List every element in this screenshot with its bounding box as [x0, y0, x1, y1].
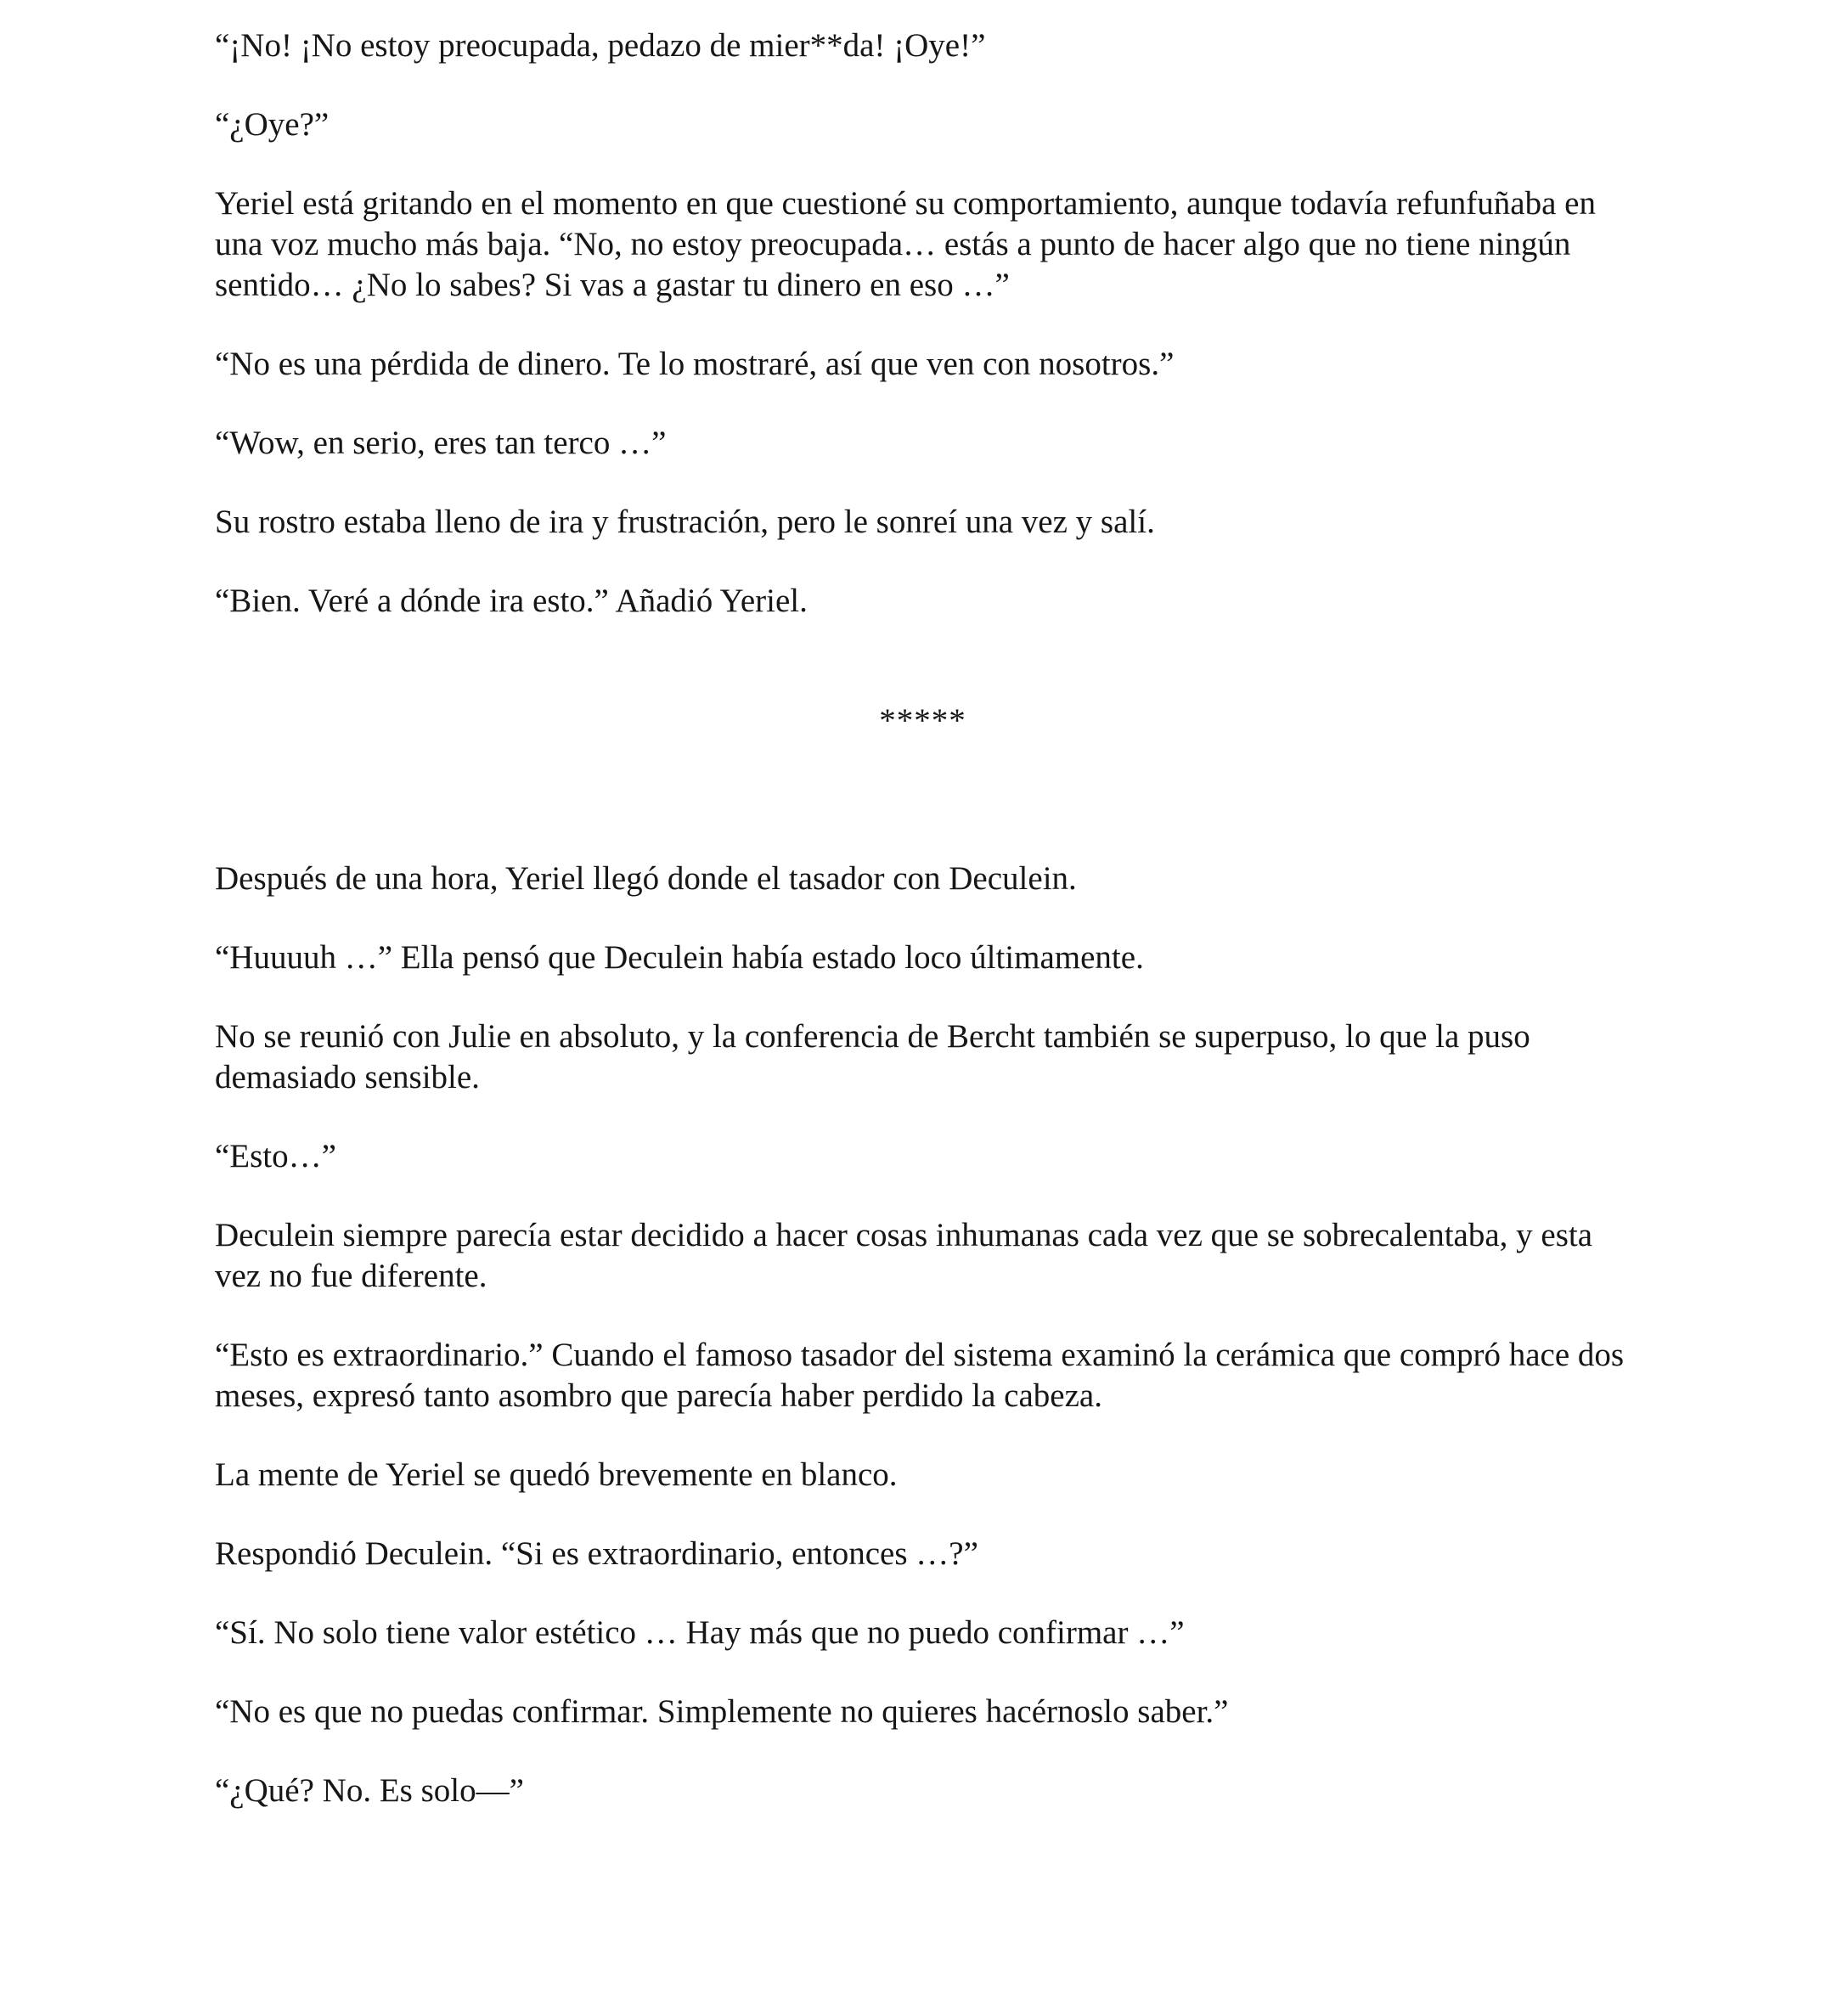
paragraph: Su rostro estaba lleno de ira y frustración, pero le sonreí una vez y salí.	[215, 504, 1155, 540]
paragraph: “Bien. Veré a dónde ira esto.” Añadió Yeriel.	[215, 583, 808, 619]
paragraph: Yeriel está gritando en el momento en que cuestioné su comportamiento, aunque todavía refunfuñaba en una voz mucho más baja. “No, no estoy preocupada… estás a punto de hacer algo que no tiene ningún sentido… ¿No lo sabes? Si vas a gastar tu dinero en eso …”	[215, 185, 1596, 303]
paragraph: Deculein siempre parecía estar decidido a hacer cosas inhumanas cada vez que se sobrecalentaba, y esta vez no fue diferente.	[215, 1217, 1593, 1294]
paragraph: “Wow, en serio, eres tan terco …”	[215, 425, 667, 461]
paragraph: “¿Qué? No. Es solo—”	[215, 1772, 524, 1809]
paragraph: “Esto…”	[215, 1138, 336, 1174]
paragraph: “¡No! ¡No estoy preocupada, pedazo de mier**da! ¡Oye!”	[215, 27, 986, 64]
paragraph: “Sí. No solo tiene valor estético … Hay más que no puedo confirmar …”	[215, 1614, 1185, 1651]
paragraph: Después de una hora, Yeriel llegó donde el tasador con Deculein.	[215, 860, 1077, 897]
scene-separator: *****	[879, 702, 966, 739]
paragraph: “Esto es extraordinario.” Cuando el famoso tasador del sistema examinó la cerámica que compró hace dos meses, expresó tanto asombro que parecía haber perdido la cabeza.	[215, 1337, 1625, 1414]
paragraph: “No es que no puedas confirmar. Simplemente no quieres hacérnoslo saber.”	[215, 1693, 1229, 1730]
paragraph: “No es una pérdida de dinero. Te lo mostraré, así que ven con nosotros.”	[215, 346, 1175, 382]
paragraph: La mente de Yeriel se quedó brevemente en blanco.	[215, 1456, 898, 1493]
paragraph: “¿Oye?”	[215, 106, 330, 143]
paragraph: No se reunió con Julie en absoluto, y la conferencia de Bercht también se superpuso, lo que la puso demasiado sensible.	[215, 1018, 1530, 1095]
paragraph: “Huuuuh …” Ella pensó que Deculein había estado loco últimamente.	[215, 939, 1144, 976]
paragraph: Respondió Deculein. “Si es extraordinario, entonces …?”	[215, 1535, 978, 1572]
